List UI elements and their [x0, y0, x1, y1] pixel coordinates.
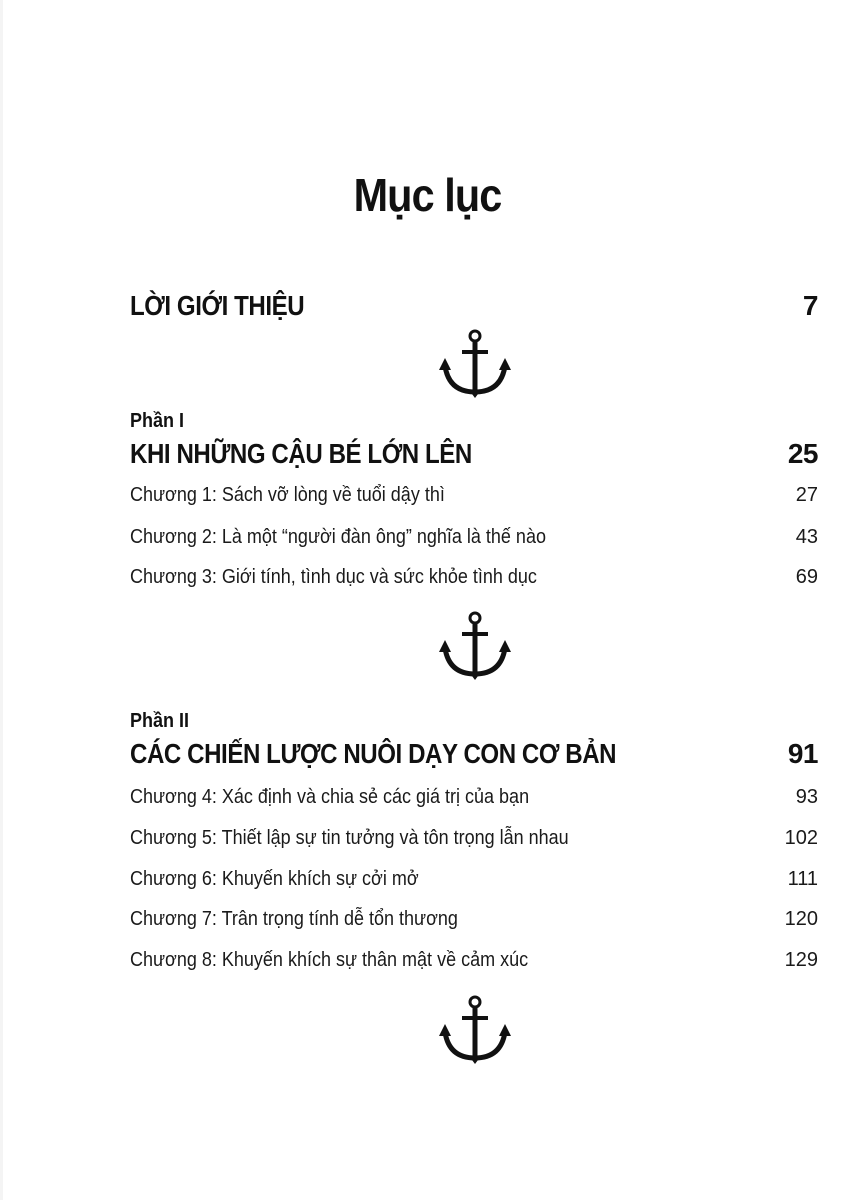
- chapter-label: Chương 2: Là một “người đàn ông” nghĩa là thế nào: [130, 526, 546, 548]
- anchor-icon: [437, 610, 513, 680]
- toc-chapter-4[interactable]: [130, 786, 818, 809]
- chapter-page: 27: [795, 484, 818, 506]
- page-title: Mục lục: [353, 169, 502, 221]
- toc-chapter-5[interactable]: [130, 827, 818, 850]
- part-1-label: Phần I: [130, 410, 185, 432]
- chapter-label: Chương 1: Sách vỡ lòng về tuổi dậy thì: [130, 484, 445, 506]
- toc-part-2-heading[interactable]: [130, 738, 818, 770]
- part-1-page: 25: [787, 438, 818, 469]
- chapter-label: Chương 5: Thiết lập sự tin tưởng và tôn trọng lẫn nhau: [130, 827, 569, 849]
- chapter-page: 93: [795, 786, 818, 808]
- chapter-page: 69: [795, 566, 818, 588]
- anchor-icon: [437, 994, 513, 1064]
- chapter-page: 102: [784, 827, 818, 849]
- toc-chapter-3[interactable]: [130, 566, 818, 589]
- chapter-page: 43: [795, 526, 818, 548]
- chapter-label: Chương 6: Khuyến khích sự cởi mở: [130, 868, 419, 890]
- toc-chapter-6[interactable]: [130, 868, 818, 891]
- toc-intro[interactable]: [130, 290, 818, 322]
- toc-chapter-2[interactable]: [130, 526, 818, 549]
- chapter-page: 129: [784, 949, 818, 971]
- toc-chapter-7[interactable]: [130, 908, 818, 931]
- toc-chapter-8[interactable]: [130, 949, 818, 972]
- chapter-label: Chương 4: Xác định và chia sẻ các giá trị của bạn: [130, 786, 530, 808]
- toc-part-1-heading[interactable]: [130, 438, 818, 470]
- part-2-label: Phần II: [130, 710, 190, 732]
- part-2-heading: CÁC CHIẾN LƯỢC NUÔI DẠY CON CƠ BẢN: [130, 738, 617, 769]
- toc-chapter-1[interactable]: [130, 484, 818, 507]
- intro-page: 7: [802, 290, 818, 321]
- chapter-page: 120: [784, 908, 818, 930]
- chapter-label: Chương 8: Khuyến khích sự thân mật về cảm xúc: [130, 949, 529, 971]
- anchor-icon: [437, 328, 513, 398]
- chapter-page: 111: [787, 868, 818, 890]
- intro-label: LỜI GIỚI THIỆU: [130, 290, 305, 321]
- chapter-label: Chương 3: Giới tính, tình dục và sức khỏe tình dục: [130, 566, 537, 588]
- chapter-label: Chương 7: Trân trọng tính dễ tổn thương: [130, 908, 458, 930]
- part-2-page: 91: [787, 738, 818, 769]
- part-1-heading: KHI NHỮNG CẬU BÉ LỚN LÊN: [130, 438, 472, 469]
